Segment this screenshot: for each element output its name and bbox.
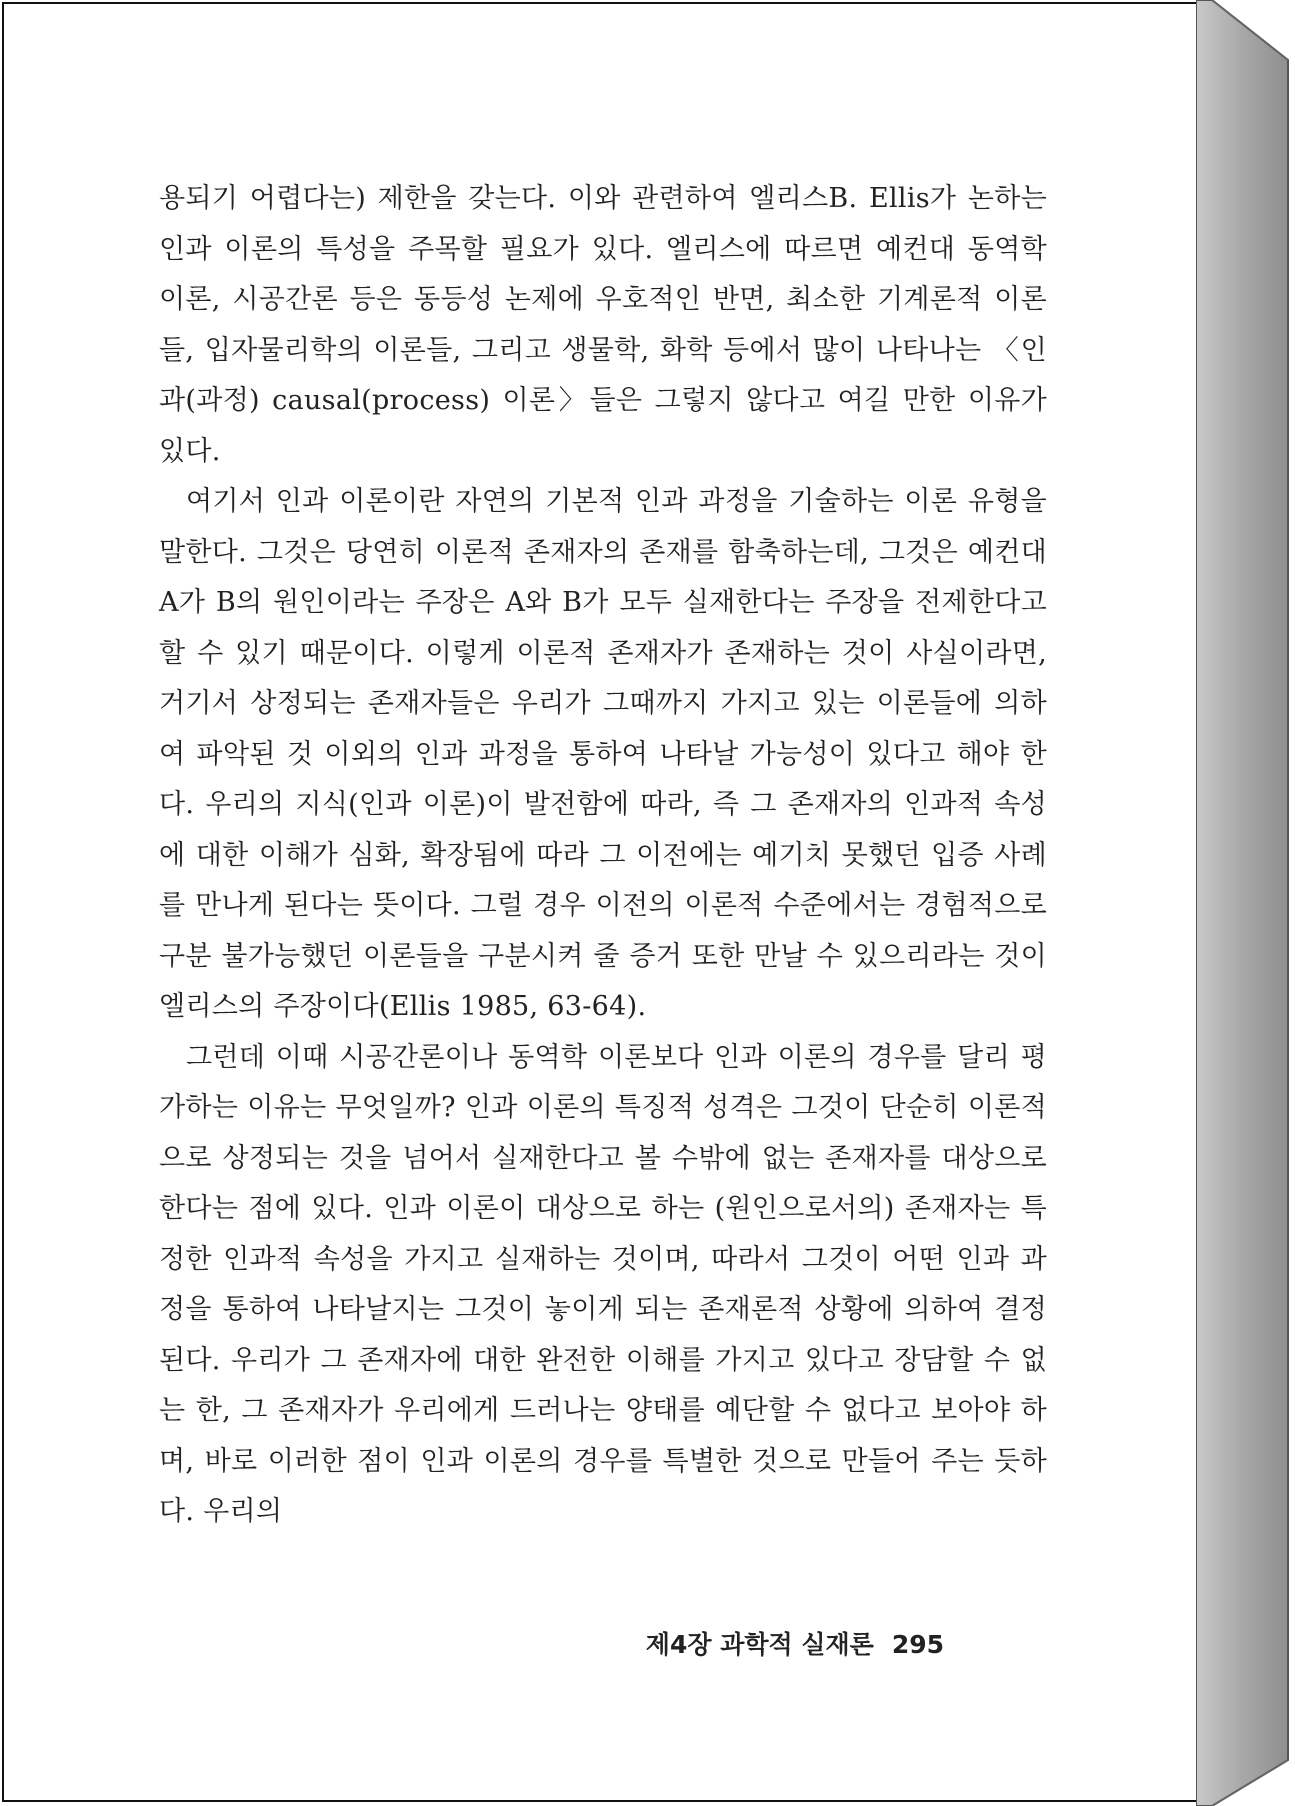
paragraph-3: 그런데 이때 시공간론이나 동역학 이론보다 인과 이론의 경우를 달리 평가하는 이유는 무엇일까? 인과 이론의 특징적 성격은 그것이 단순히 이론적으로 상정되는 것을 넘어서 실재한다고 볼 수밖에 없는 존재자를 대상으로 한다는 점에 있다. 인과 이론이 대상으로 하는 (원인으로서의) 존재자는 특정한 인과적 속성을 가지고 실재하는 것이며, 따라서 그것이 어떤 인과 과정을 통하여 나타날지는 그것이 놓이게 되는 존재론적 상황에 의하여 결정된다. 우리가 그 존재자에 대한 완전한 이해를 가지고 있다고 장담할 수 없는 한, 그 존재자가 우리에게 드러나는 양태를 예단할 수 없다고 보아야 하며, 바로 이러한 점이 인과 이론의 경우를 특별한 것으로 만들어 주는 듯하다. 우리의 — [159, 1041, 1047, 1527]
running-footer — [646, 1625, 944, 1661]
chapter-title: 제4장 과학적 실재론 — [645, 1630, 874, 1659]
paragraph-2: 여기서 인과 이론이란 자연의 기본적 인과 과정을 기술하는 이론 유형을 말한다. 그것은 당연히 이론적 존재자의 존재를 함축하는데, 그것은 예컨대 A가 B의 원인이라는 주장은 A와 B가 모두 실재한다는 주장을 전제한다고 할 수 있기 때문이다. 이렇게 이론적 존재자가 존재하는 것이 사실이라면, 거기서 상정되는 존재자들은 우리가 그때까지 가지고 있는 이론들에 의하여 파악된 것 이외의 인과 과정을 통하여 나타날 가능성이 있다고 해야 한다. 우리의 지식(인과 이론)이 발전함에 따라, 즉 그 존재자의 인과적 속성에 대한 이해가 심화, 확장됨에 따라 그 이전에는 예기치 못했던 입증 사례를 만나게 된다는 뜻이다. 그럴 경우 이전의 이론적 수준에서는 경험적으로 구분 불가능했던 이론들을 구분시켜 줄 증거 또한 만날 수 있으리라는 것이 엘리스의 주장이다(Ellis 1985, 63-64). — [159, 486, 1047, 1022]
body-text — [159, 174, 1047, 1538]
page-sheet — [2, 2, 1198, 1802]
paragraph-1: 용되기 어렵다는) 제한을 갖는다. 이와 관련하여 엘리스B. Ellis가 논하는 인과 이론의 특성을 주목할 필요가 있다. 엘리스에 따르면 예컨대 동역학 이론, 시공간론 등은 동등성 논제에 우호적인 반면, 최소한 기계론적 이론들, 입자물리학의 이론들, 그리고 생물학, 화학 등에서 많이 나타나는 〈인과(과정) causal(process) 이론〉들은 그렇지 않다고 여길 만한 이유가 있다. — [159, 183, 1047, 467]
page-edge-shadow — [1196, 0, 1295, 1806]
page-number: 295 — [891, 1630, 944, 1659]
page-edge-graphic — [1196, 0, 1295, 1806]
